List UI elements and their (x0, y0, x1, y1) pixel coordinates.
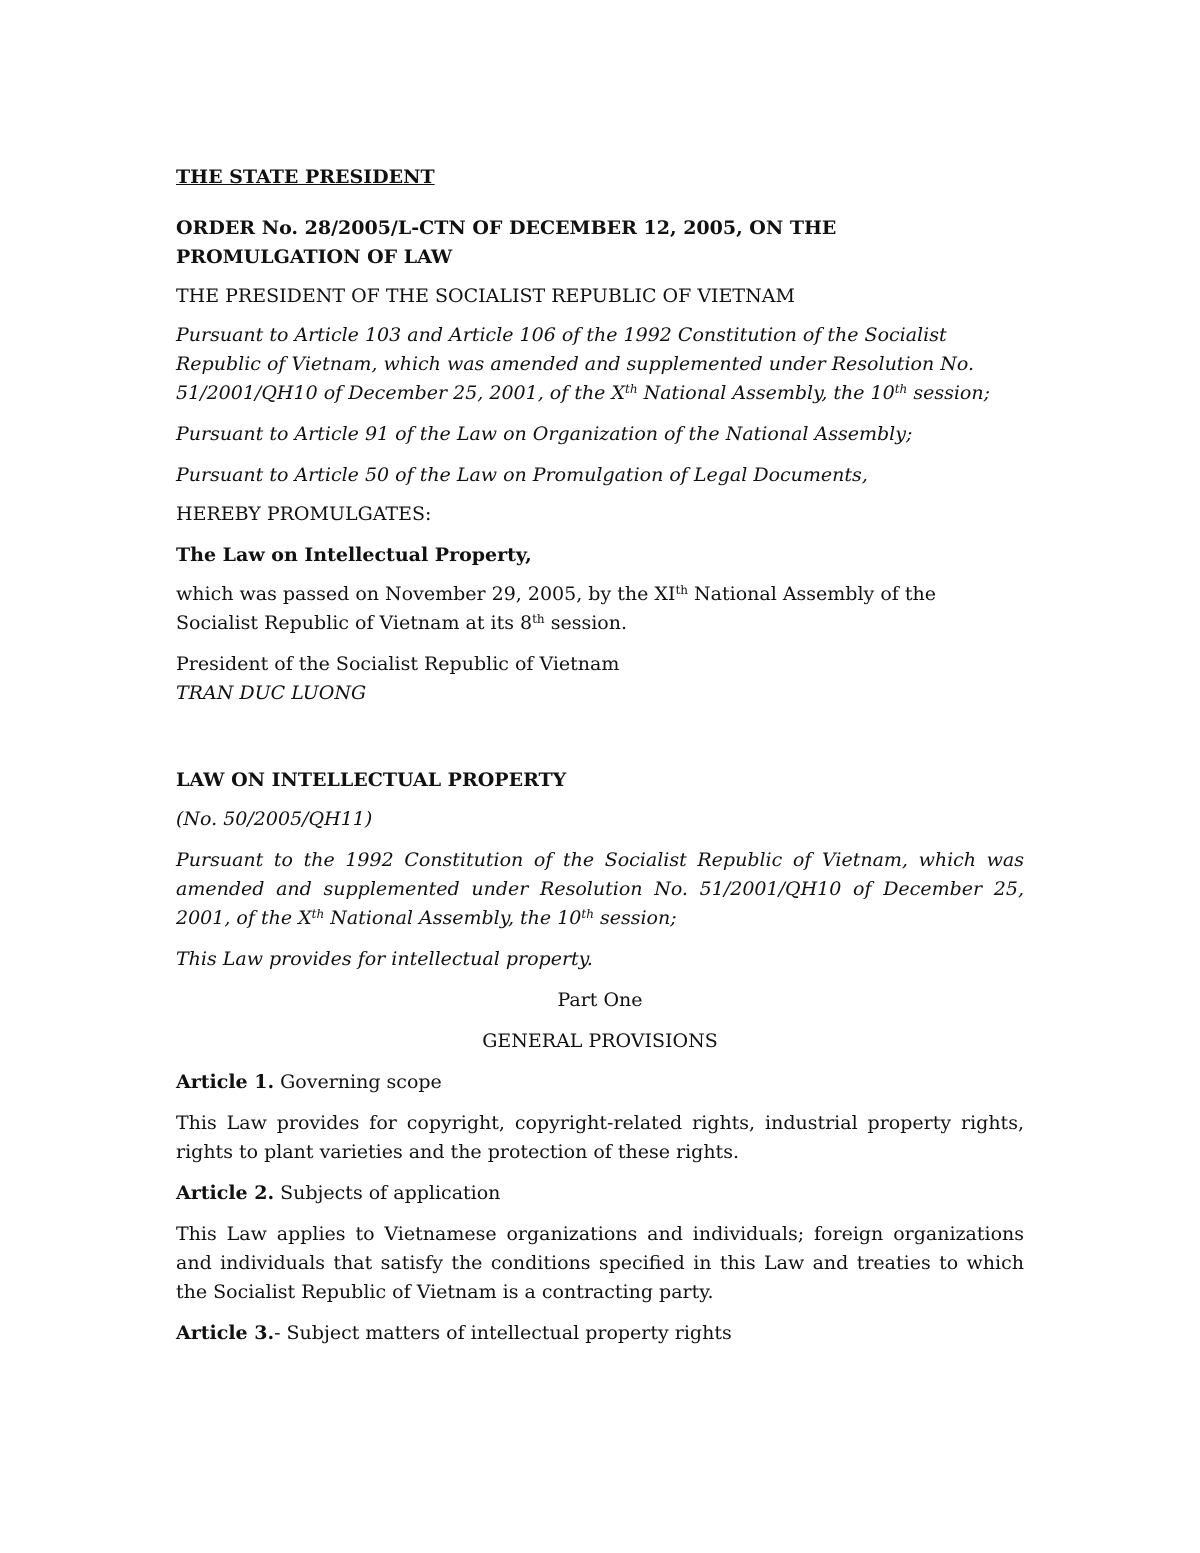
pursuant-text: session; (907, 382, 990, 404)
article-label: Article 1. (176, 1071, 275, 1093)
law-number: (No. 50/2005/QH11) (176, 808, 373, 830)
passed-text: which was passed on November 29, 2005, by the XI (176, 583, 676, 605)
signer-title: President of the Socialist Republic of Vietnam (176, 653, 620, 675)
pursuant-article-103 (176, 321, 1024, 408)
law-name: The Law on Intellectual Property, (176, 544, 532, 566)
law-pursuant-text: session; (593, 907, 677, 929)
superscript: th (625, 382, 638, 396)
law-pursuant-text: National Assembly, the 10 (324, 907, 582, 929)
law-title: LAW ON INTELLECTUAL PROPERTY (176, 769, 567, 791)
article-heading-text: Subjects of application (274, 1182, 501, 1204)
article-heading-text: Governing scope (274, 1071, 442, 1093)
article-label: Article 3. (176, 1322, 275, 1344)
law-pursuant-text: Pursuant to the 1992 Constitution of the Socialist Republic of Vietnam, which was amended and supplemented under Resolution No. 51/2001/QH10 of December 25, 2001, of the X (176, 849, 1024, 929)
part-label: Part One (557, 989, 643, 1011)
hereby-promulgates: HEREBY PROMULGATES: (176, 503, 432, 525)
signer-name: TRAN DUC LUONG (176, 682, 367, 704)
pursuant-text: National Assembly, the 10 (637, 382, 895, 404)
article-2-body: This Law applies to Vietnamese organizations and individuals; foreign organizations and individuals that satisfy the conditions specified in this Law and treaties to which the Socialist Republic of Vietnam is a contracting party. (176, 1223, 1024, 1303)
article-heading-text: - Subject matters of intellectual property rights (274, 1322, 732, 1344)
law-provides: This Law provides for intellectual property. (176, 948, 593, 970)
article-2-heading (176, 1179, 1024, 1208)
passed-statement (176, 580, 1024, 638)
document-page (176, 163, 1024, 1348)
superscript: th (581, 907, 594, 921)
pursuant-article-91: Pursuant to Article 91 of the Law on Organization of the National Assembly; (176, 423, 913, 445)
passed-text: session. (544, 612, 627, 634)
order-title: ORDER No. 28/2005/L-CTN OF DECEMBER 12, 2005, ON THE PROMULGATION OF LAW (176, 217, 837, 268)
passed-text: National Assembly of the Socialist Republic of Vietnam at its 8 (176, 583, 936, 634)
part-title: GENERAL PROVISIONS (482, 1030, 718, 1052)
article-1-body: This Law provides for copyright, copyright-related rights, industrial property rights, rights to plant varieties and the protection of these rights. (176, 1112, 1024, 1163)
pursuant-text: Pursuant to Article 103 and Article 106 of the 1992 Constitution of the Socialist Republic of Vietnam, which was amended and supplemented under Resolution No. 51/2001/QH10 of December 25, 2001, of the X (176, 324, 974, 404)
article-1-heading (176, 1068, 1024, 1097)
superscript: th (311, 907, 325, 921)
article-3-heading (176, 1319, 1024, 1348)
law-pursuant (176, 846, 1024, 933)
state-president-heading: THE STATE PRESIDENT (176, 166, 435, 188)
pursuant-article-50: Pursuant to Article 50 of the Law on Promulgation of Legal Documents, (176, 464, 868, 486)
president-line: THE PRESIDENT OF THE SOCIALIST REPUBLIC OF VIETNAM (176, 285, 795, 307)
article-label: Article 2. (176, 1182, 275, 1204)
superscript: th (675, 583, 688, 597)
superscript: th (894, 382, 908, 396)
superscript: th (532, 612, 545, 626)
